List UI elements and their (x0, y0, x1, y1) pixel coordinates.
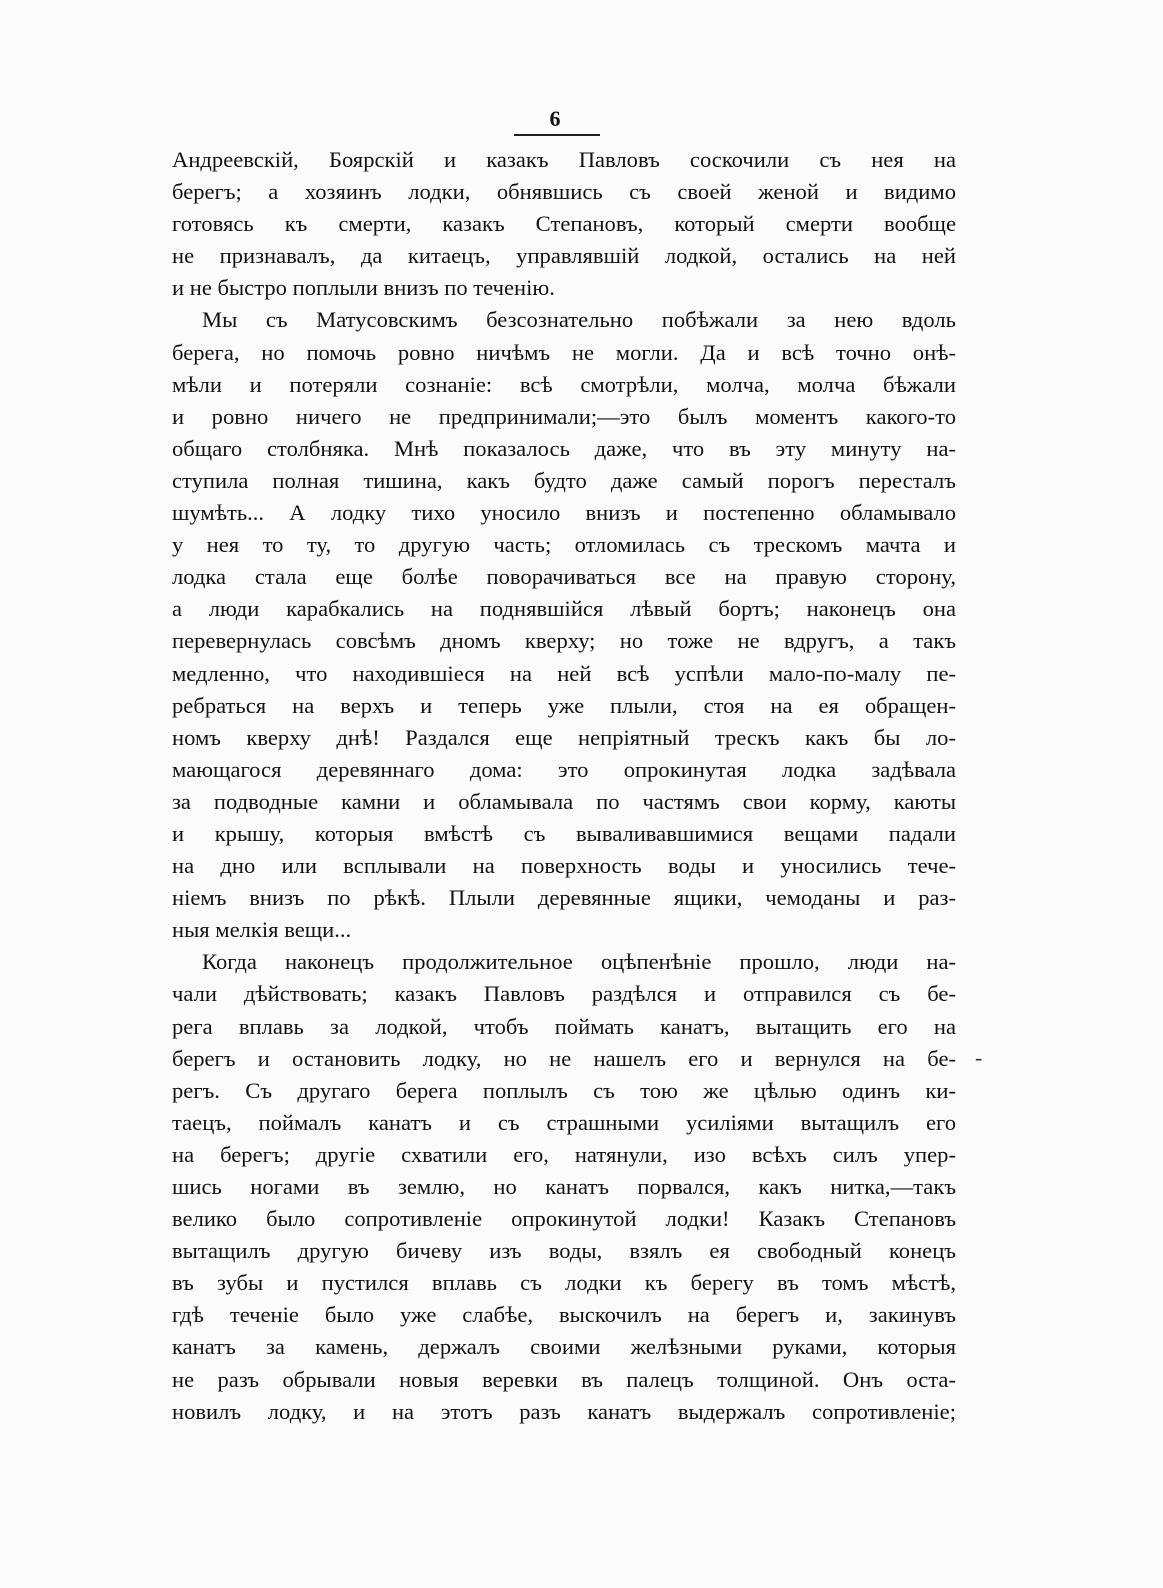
text-line: таецъ, поймалъ канатъ и съ страшными усиліями вытащилъ его (172, 1109, 956, 1135)
text-line: за подводные камни и обламывала по частямъ свои корму, каюты (172, 788, 956, 814)
text-line: новилъ лодку, и на этотъ разъ канатъ выдержалъ сопротивленіе; (172, 1398, 956, 1424)
text-line: канатъ за камень, держалъ своими желѣзными руками, которыя (172, 1334, 956, 1360)
text-line: не разъ обрывали новыя веревки въ палецъ толщиной. Онъ оста- (172, 1366, 956, 1392)
text-line: берегъ; а хозяинъ лодки, обнявшись съ своей женой и видимо (172, 179, 956, 205)
text-line: берега, но помочь ровно ничѣмъ не могли. Да и всѣ точно онѣ- (172, 339, 956, 365)
text-line: на берегъ; другіе схватили его, натянули, изо всѣхъ силъ упер- (172, 1141, 956, 1167)
text-line: не признавалъ, да китаецъ, управлявшій лодкой, остались на ней (172, 243, 956, 269)
text-line: вытащилъ другую бичеву изъ воды, взялъ ея свободный конецъ (172, 1238, 956, 1264)
text-line: и крышу, которыя вмѣстѣ съ вываливавшимися вещами падали (172, 820, 956, 846)
text-line: лодка стала еще болѣе поворачиваться все на правую сторону, (172, 564, 956, 590)
text-line: въ зубы и пустился вплавь съ лодки къ берегу въ томъ мѣстѣ, (172, 1270, 956, 1296)
text-line: ступила полная тишина, какъ будто даже самый порогъ пересталъ (172, 467, 956, 493)
text-line: велико было сопротивленіе опрокинутой лодки! Казакъ Степановъ (172, 1206, 956, 1232)
text-line: и ровно ничего не предпринимали;—это былъ моментъ какого-то (172, 403, 956, 429)
text-line: ныя мелкія вещи... (172, 917, 352, 943)
text-line: Когда наконецъ продолжительное оцѣпенѣніе прошло, люди на- (202, 949, 956, 975)
text-line: перевернулась совсѣмъ дномъ кверху; но тоже не вдругъ, а такъ (172, 628, 956, 654)
text-line: чали дѣйствовать; казакъ Павловъ раздѣлся и отправился съ бе- (172, 981, 956, 1007)
text-line: на дно или всплывали на поверхность воды и уносились тече- (172, 853, 956, 879)
text-line: регъ. Съ другаго берега поплылъ съ тою же цѣлью одинъ ки- (172, 1077, 956, 1103)
margin-mark: - (975, 1045, 983, 1070)
text-line: берегъ и остановить лодку, но не нашелъ его и вернулся на бе- (172, 1045, 956, 1071)
text-line: и не быстро поплыли внизъ по теченію. (172, 275, 555, 301)
text-line: шумѣть... А лодку тихо уносило внизъ и постепенно обламывало (172, 500, 956, 526)
text-line: номъ кверху днѣ! Раздался еще непріятный трескъ какъ бы ло- (172, 724, 956, 750)
text-line: общаго столбняка. Мнѣ показалось даже, что въ эту минуту на- (172, 435, 956, 461)
text-line: а люди карабкались на поднявшійся лѣвый бортъ; наконецъ она (172, 596, 956, 622)
text-line: мѣли и потеряли сознаніе: всѣ смотрѣли, молча, молча бѣжали (172, 371, 956, 397)
body-text (172, 144, 956, 1428)
text-line: гдѣ теченіе было уже слабѣе, выскочилъ на берегъ и, закинувъ (172, 1302, 956, 1328)
page-number-rule (514, 134, 600, 136)
text-line: медленно, что находившіеся на ней всѣ успѣли мало-по-малу пе- (172, 660, 956, 686)
text-line: шись ногами въ землю, но канатъ порвался, какъ нитка,—такъ (172, 1174, 956, 1199)
text-line: ніемъ внизъ по рѣкѣ. Плыли деревянные ящики, чемоданы и раз- (172, 885, 956, 911)
text-line: рега вплавь за лодкой, чтобъ поймать канатъ, вытащить его на (172, 1013, 956, 1039)
text-line: готовясь къ смерти, казакъ Степановъ, который смерти вообще (172, 211, 956, 237)
text-line: у нея то ту, то другую часть; отломилась съ трескомъ мачта и (172, 532, 956, 558)
text-line: мающагося деревяннаго дома: это опрокинутая лодка задѣвала (172, 756, 956, 782)
text-line: Мы съ Матусовскимъ безсознательно побѣжали за нею вдоль (202, 307, 956, 333)
text-line: Андреевскій, Боярскій и казакъ Павловъ соскочили съ нея на (172, 147, 956, 172)
page-number: 6 (549, 106, 561, 131)
text-line: ребраться на верхъ и теперь уже плыли, стоя на ея обращен- (172, 692, 956, 718)
